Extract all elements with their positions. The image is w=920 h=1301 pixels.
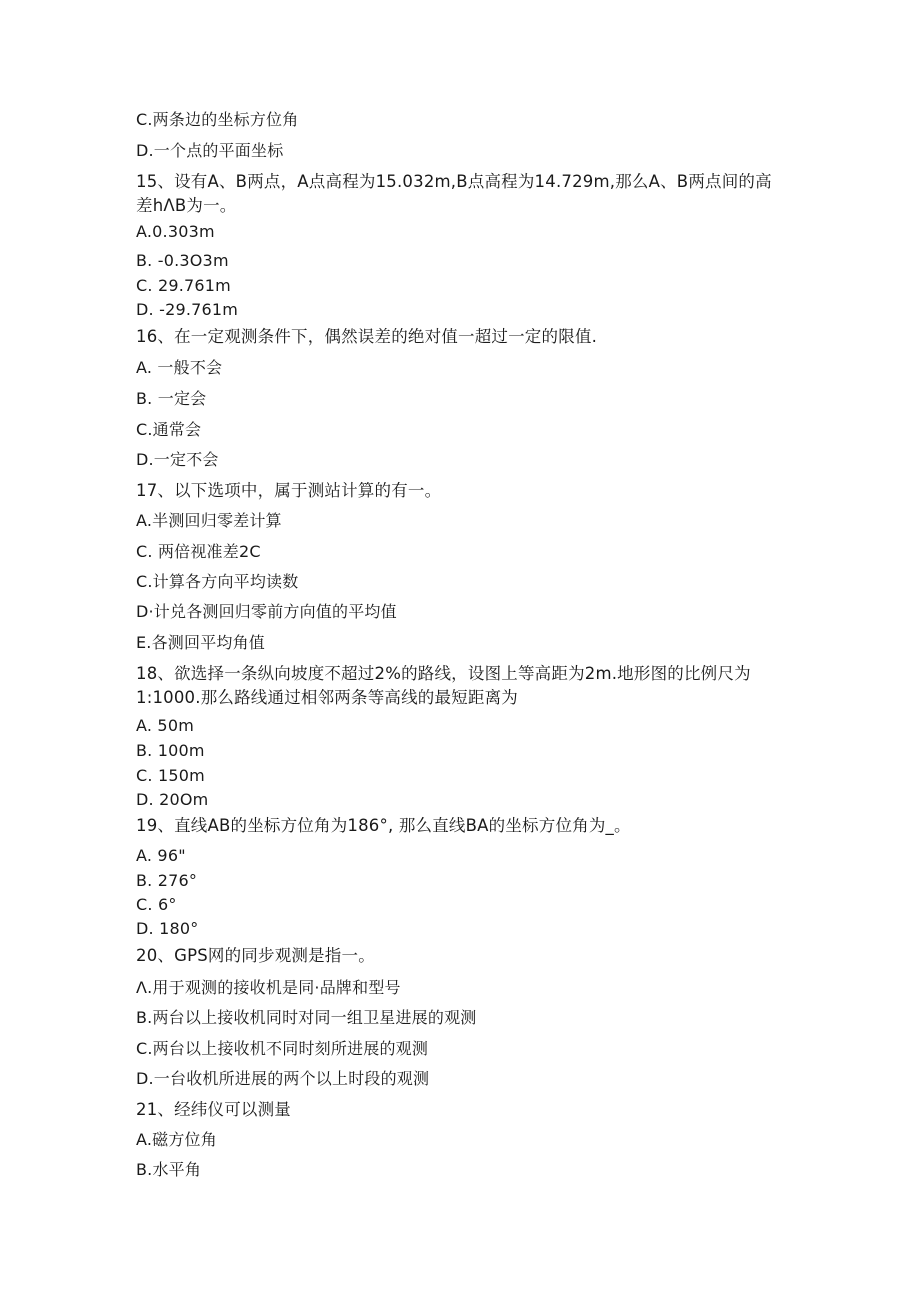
question-20: 20、GPS网的同步观测是指一。: [136, 946, 375, 965]
option-a-q20: Λ.用于观测的接收机是同·品牌和型号: [136, 978, 401, 997]
option-d-q17: D·计兑各测回归零前方向值的平均值: [136, 602, 397, 621]
question-19: 19、直线AB的坐标方位角为186°, 那么直线BA的坐标方位角为_。: [136, 816, 631, 835]
option-a-q16: A. 一般不会: [136, 358, 223, 377]
option-b-q21: B.水平角: [136, 1160, 202, 1179]
option-a-q21: A.磁方位角: [136, 1130, 217, 1149]
option-d-q15: D. -29.761m: [136, 300, 239, 319]
option-d-q18: D. 20Om: [136, 790, 209, 809]
option-c-q19: C. 6°: [136, 895, 177, 914]
question-16: 16、在一定观测条件下，偶然误差的绝对值一超过一定的限值.: [136, 327, 598, 346]
option-d-q19: D. 180°: [136, 919, 199, 938]
option-a-q19: A. 96": [136, 846, 186, 865]
option-b-q17: C. 两倍视准差2C: [136, 542, 261, 561]
question-17: 17、以下选项中，属于测站计算的有一。: [136, 481, 442, 500]
option-a-q18: A. 50m: [136, 716, 194, 735]
option-d-q20: D.一台收机所进展的两个以上时段的观测: [136, 1069, 430, 1088]
option-c-q16: C.通常会: [136, 420, 202, 439]
option-b-q18: B. 100m: [136, 741, 205, 760]
option-a-q17: A.半测回归零差计算: [136, 511, 282, 530]
option-b-q16: B. 一定会: [136, 389, 207, 408]
option-d-q16: D.一定不会: [136, 450, 219, 469]
option-d-q14: D.一个点的平面坐标: [136, 141, 284, 160]
option-c-q20: C.两台以上接收机不同时刻所进展的观测: [136, 1039, 429, 1058]
question-18: 18、欲选择一条纵向坡度不超过2%的路线，设图上等高距为2m.地形图的比例尺为1:1000.那么路线通过相邻两条等高线的最短距离为: [136, 664, 751, 707]
option-c-q15: C. 29.761m: [136, 276, 231, 295]
option-b-q20: B.两台以上接收机同时对同一组卫星进展的观测: [136, 1008, 477, 1027]
option-a-q15: A.0.303m: [136, 222, 215, 241]
option-b-q19: B. 276°: [136, 871, 198, 890]
question-21: 21、经纬仪可以测量: [136, 1100, 291, 1119]
option-b-q15: B. -0.3O3m: [136, 251, 229, 270]
option-c-q17: C.计算各方向平均读数: [136, 572, 299, 591]
option-e-q17: E.各测回平均角值: [136, 633, 265, 652]
question-15: 15、设有A、B两点，A点高程为15.032m,B点高程为14.729m,那么A、B两点间的高差hΛB为一。: [136, 172, 772, 215]
option-c-q14: C.两条边的坐标方位角: [136, 110, 299, 129]
option-c-q18: C. 150m: [136, 766, 205, 785]
